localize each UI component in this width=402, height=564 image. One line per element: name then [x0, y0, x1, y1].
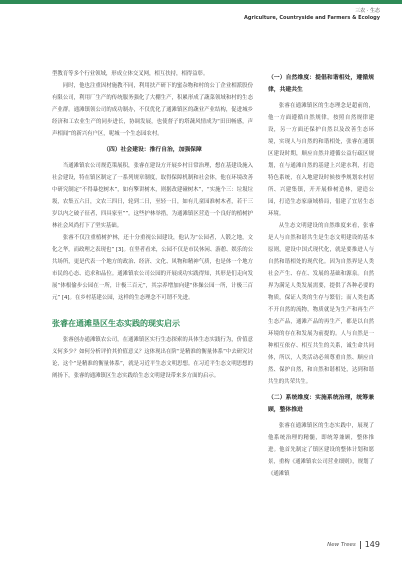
- page-footer: [327, 540, 380, 549]
- paragraph: 从生态文明建设的自然维度来看，张睿是人与自然和谐共生是生态文明建设的基本原则，建设中国式现代化，就是要推进人与自然和谐相处的现代化。因为自然界是人类社会产生、存在、发展的基础和源泉。自然界为满足人类发展需要，提供了各种必要的物质，保证人类的生存与繁衍；而人类也离不开自然的流物，物质就是为生产和再生产生态产品，通滩产品的再生产，都是以自然环境的存在和发展为前提的。人与自然是一种相互依存、相互共生的关系，诚生命共同体，所以，人类活动必须尊重自然、顺应自然、保护自然，和自然和谐相处，达到和谐共生的共荣共生。: [268, 223, 374, 385]
- subsection-heading: （二）系统维度：实施系统治理，统筹兼顾，整体推进: [268, 395, 374, 413]
- right-column: [268, 68, 374, 480]
- section-title-en: Agriculture, Countryside and Farmers & Ecology: [244, 14, 380, 21]
- paragraph: 张睿不仅注重植树护林，还十分重视公园建设，他认为“公园者，人锻之地，文化之华，而政理之表现也” [3]。在坚者看来，公园不仅是市民休闲、游憩、娱乐的公共场所，更是代表一个地方的政治、经济、文化、风物和精神气质，也是体一个地方市民的心态、追求和品位。通滩镇农公司公园的开展成功实践得知，其形是们走向发展“体根偷步公园在一所，计极三百元”，其宗养增加向建“体操公园一所，计极三百元” [4]。在乡村基建公园，这样的生态理念不可谓不先进。: [52, 235, 253, 301]
- paragraph: 同时，他也注重因材施教不同，利用扶产研下的蜜杂物和村的公丁企业相派股份有限公司，利用厂生产的传统服务强化了大棚生产，积累形成了蔬菜领域和村的生态产业群。通滩镇领公司的成功制办，不仅优化了通滩镇区的蔬业产业结构，促进城乡经济和工农业生产的同步进长，协调发展，也使督子的塔蔬风情成为“田田畅感，声声相闻”的新兴有户区，呢城一个生态园农村。: [52, 83, 253, 137]
- subsection-heading: （一）自然维度：提倡和谐相处，遵循规律，共建共生: [268, 75, 374, 93]
- paragraph: 张睿在通滩镇区的生态理念是超前的，他一方面遵循自然规律，按照自然规律建设，另一方面还保护自然以及改善生态环境，实现人与自然的和谐相处，张睿在通镇区建设时期，顺应自然并遵循公益行疏区规划，在与通滩自然的基建上兴建水利，打造特色系统，在入地建设时候按季规划农村居所、兴建集镇，开开展修树造林，建造公园，打造生态家康域格局，倡建了宜居生态环境。: [268, 103, 374, 217]
- paragraph: 当通滩镇农公司规范策展积，张睿在建设方开展乡村日常治理，想在基建设施入社会建设，特在镇区制定了一系列规章制度，取得保障机制和社会体，他在环境改善中研究制定“不得暴挖树木”，如有擎讲树木，则据改建碰树木”，“实施个三：垃圾垃圾，农集五六日，文农三四日，轮到二日，至轻一日，如有儿童园准树木者，若干三岁以内之破子征者，四具家至””。这些护林举措，为通滩镇区营造一个良好的植树护林社会风尚打下了坚实基础。: [52, 163, 253, 229]
- section-title-cn: 三农 · 生态: [355, 8, 380, 14]
- running-head: [244, 8, 380, 21]
- section-heading: 张睿在通滩垦区生态实践的现实启示: [52, 319, 180, 328]
- paragraph: 张睿创办通滩镇农公司，在通滩镇区实行生态探索的具体生态实践行为，价值意义何多少？如何分析评价其价值意义？这体现出在阶“是精准的衡量体系”中去研究讨论，这个“是精准的衡量体系”，就是习近平生态文明思想。在习近平生态文明思想的阐扬下，张睿的通滩镇区生态实践给生态文明建设带来多方面的启示。: [52, 337, 253, 379]
- divider: [360, 541, 361, 549]
- subsection-heading: （四）社会建设：推行自治，加强保障: [103, 147, 202, 153]
- paragraph: 型教育等多个行业领域，形成立体交叉网，相互扶持，相得益彰。: [52, 71, 209, 77]
- page-number: 149: [364, 540, 380, 549]
- magazine-name: New Trees: [327, 541, 356, 548]
- header-rule: [0, 0, 402, 4]
- paragraph: 张睿在通滩镇区的生态实践中，展现了他系统治理的精髓，即统筹兼顾，整体推进。他首先制定了镇区建设的整体计划和愿景，重构《通滩镇农公司营业细则》，规划了《通滩镇: [268, 423, 374, 477]
- left-column: [52, 68, 253, 382]
